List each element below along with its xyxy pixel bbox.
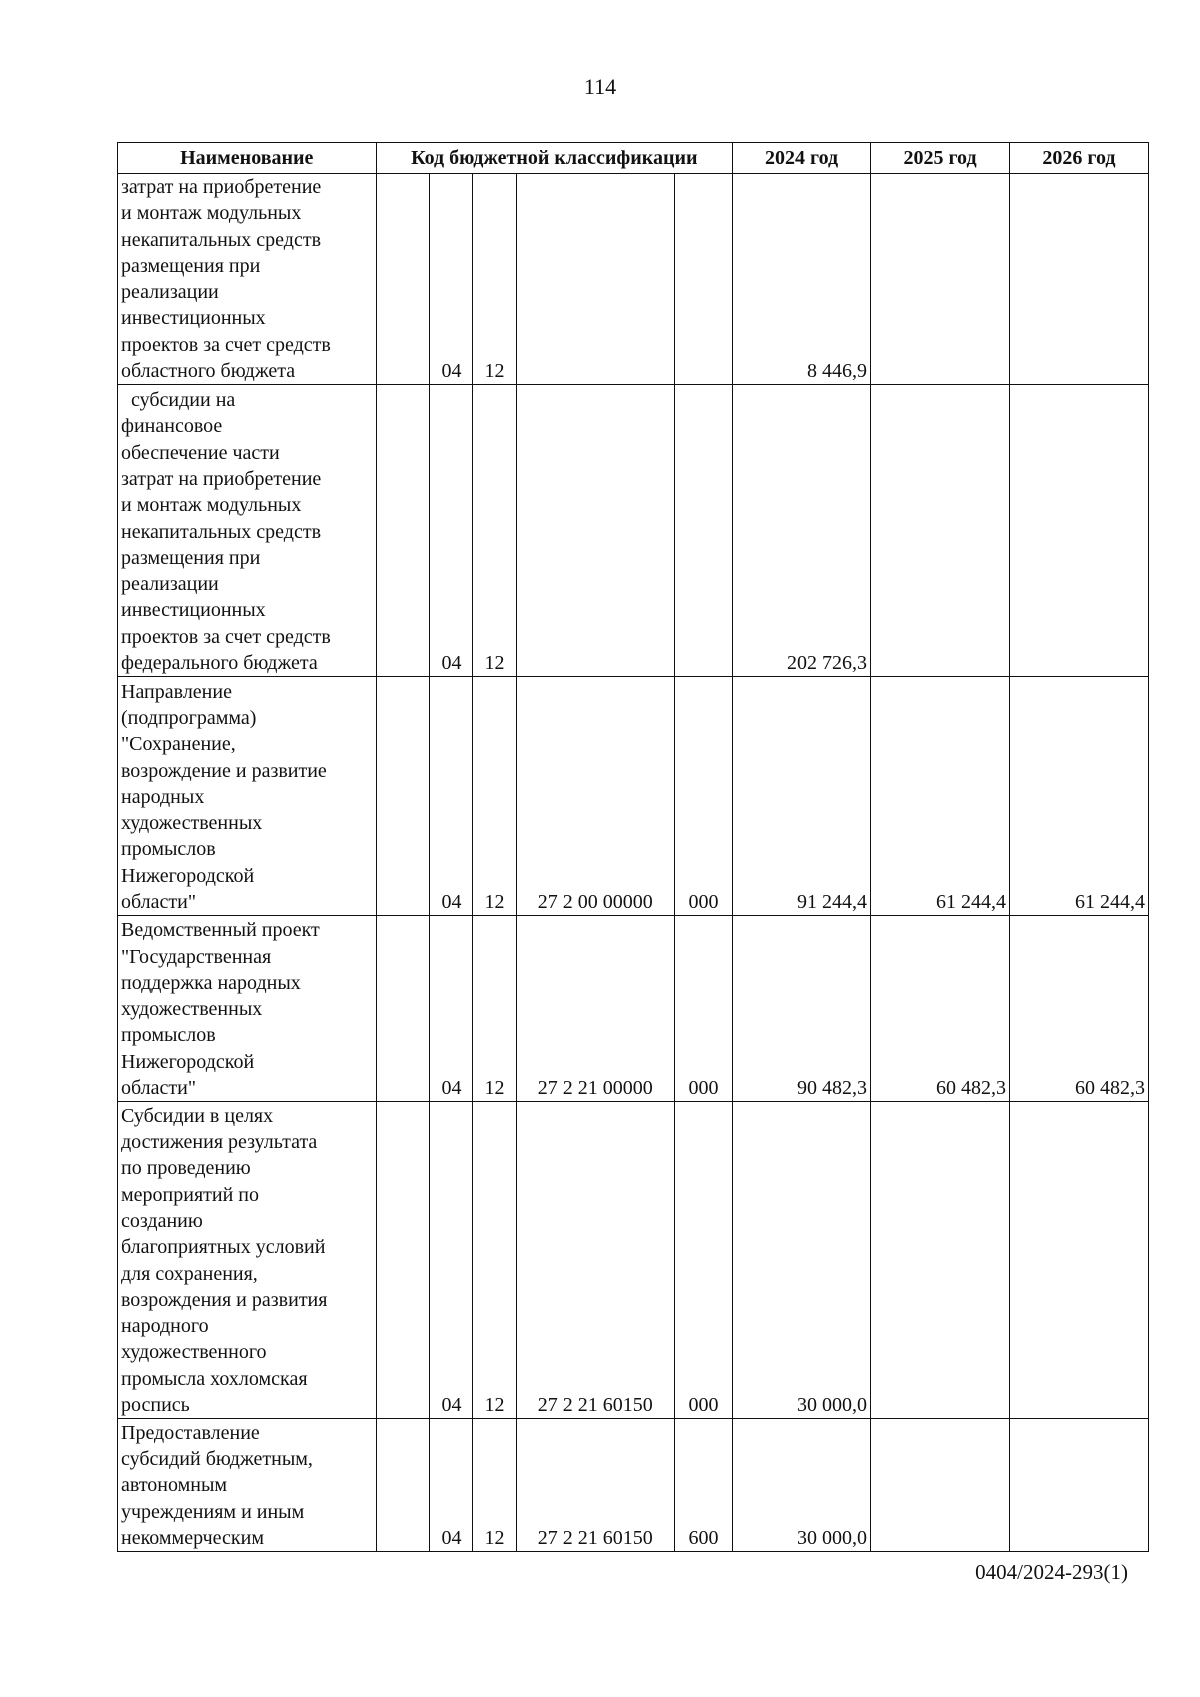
name-line: промысла хохломская [121, 1367, 308, 1390]
name-line: обеспечение части [121, 441, 280, 464]
cell-expense-type: 600 [674, 1419, 732, 1552]
cell-2026: 61 244,4 [1009, 677, 1148, 916]
cell-2026 [1009, 1102, 1148, 1419]
cell-2024: 90 482,3 [733, 916, 871, 1102]
table-row [118, 1419, 1149, 1552]
cell-subsection: 12 [473, 677, 516, 916]
name-line: "Государственная [121, 945, 272, 968]
name-line: Направление [121, 680, 232, 703]
cell-name [118, 385, 377, 677]
name-line: области" [121, 1077, 197, 1100]
document-code: 0404/2024-293(1) [975, 1560, 1128, 1584]
cell-2024: 202 726,3 [733, 385, 871, 677]
name-line: Нижегородской [121, 1050, 255, 1073]
cell-2025 [871, 1102, 1010, 1419]
cell-section: 04 [430, 916, 473, 1102]
name-line: размещения при [121, 254, 261, 277]
budget-table [117, 142, 1149, 1552]
cell-2025 [871, 1419, 1010, 1552]
name-line: (подпрограмма) [121, 707, 257, 729]
name-line: народного [121, 1315, 209, 1338]
header-name: Наименование [118, 143, 377, 174]
header-code: Код бюджетной классификации [376, 143, 733, 174]
name-line: некапитальных средств [121, 520, 322, 543]
cell-code-0 [376, 677, 430, 916]
cell-code-0 [376, 385, 430, 677]
cell-2026 [1009, 1419, 1148, 1552]
page-number: 114 [583, 74, 617, 99]
name-line: автономным [121, 1474, 228, 1497]
cell-expense-type [674, 385, 732, 677]
name-line: области" [121, 891, 197, 914]
cell-name [118, 1419, 377, 1552]
cell-code-0 [376, 1102, 430, 1419]
cell-code-0 [376, 916, 430, 1102]
table-row [118, 1102, 1149, 1419]
cell-subsection: 12 [473, 916, 516, 1102]
cell-2025 [871, 174, 1010, 385]
table-row [118, 916, 1149, 1102]
name-line: Ведомственный проект [121, 919, 320, 942]
table-row [118, 385, 1149, 677]
name-line: возрождения и развития [121, 1288, 328, 1311]
name-line: "Сохранение, [121, 733, 236, 756]
name-line: художественных [121, 812, 263, 835]
name-line: промыслов [121, 838, 216, 861]
name-line: промыслов [121, 1024, 216, 1047]
name-line: затрат на приобретение [121, 468, 322, 490]
cell-target-article: 27 2 21 60150 [516, 1102, 674, 1419]
cell-section: 04 [430, 1102, 473, 1419]
name-line: народных [121, 785, 205, 808]
name-line: роспись [121, 1394, 190, 1417]
table-row [118, 677, 1149, 916]
name-line: инвестиционных [121, 307, 266, 330]
name-line: и монтаж модульных [121, 202, 302, 225]
cell-2025: 60 482,3 [871, 916, 1010, 1102]
name-line: Субсидии в целях [121, 1104, 274, 1127]
name-line: для сохранения, [121, 1262, 258, 1285]
header-2025: 2025 год [871, 143, 1010, 174]
name-line: проектов за счет средств [121, 625, 331, 648]
cell-code-0 [376, 1419, 430, 1552]
name-line: и монтаж модульных [121, 494, 302, 517]
name-line: областного бюджета [121, 360, 296, 383]
cell-section: 04 [430, 1419, 473, 1552]
table-header-row [118, 143, 1149, 174]
cell-target-article: 27 2 21 00000 [516, 916, 674, 1102]
cell-name [118, 174, 377, 385]
cell-2026 [1009, 174, 1148, 385]
cell-target-article [516, 174, 674, 385]
cell-subsection: 12 [473, 1419, 516, 1552]
name-line: финансовое [121, 415, 223, 438]
name-line: субсидии на [121, 389, 236, 412]
cell-2024: 8 446,9 [733, 174, 871, 385]
cell-target-article: 27 2 00 00000 [516, 677, 674, 916]
name-line: Предоставление [121, 1421, 260, 1444]
cell-target-article [516, 385, 674, 677]
cell-name [118, 1102, 377, 1419]
header-2026: 2026 год [1009, 143, 1148, 174]
cell-expense-type: 000 [674, 1102, 732, 1419]
cell-expense-type [674, 174, 732, 385]
cell-target-article: 27 2 21 60150 [516, 1419, 674, 1552]
cell-section: 04 [430, 174, 473, 385]
name-line: некоммерческим [121, 1527, 264, 1550]
name-line: федерального бюджета [121, 652, 318, 675]
name-line: художественного [121, 1341, 267, 1364]
cell-name [118, 916, 377, 1102]
cell-2025: 61 244,4 [871, 677, 1010, 916]
cell-2024: 30 000,0 [733, 1419, 871, 1552]
name-line: размещения при [121, 546, 261, 569]
name-line: реализации [121, 281, 219, 304]
name-line: учреждениям и иным [121, 1500, 305, 1523]
header-2024: 2024 год [733, 143, 871, 174]
cell-2024: 30 000,0 [733, 1102, 871, 1419]
cell-code-0 [376, 174, 430, 385]
name-line: достижения результата [121, 1131, 318, 1154]
cell-2025 [871, 385, 1010, 677]
cell-2026: 60 482,3 [1009, 916, 1148, 1102]
cell-subsection: 12 [473, 1102, 516, 1419]
name-line: по проведению [121, 1157, 251, 1180]
name-line: поддержка народных [121, 971, 301, 994]
name-line: Нижегородской [121, 864, 255, 887]
cell-2024: 91 244,4 [733, 677, 871, 916]
cell-expense-type: 000 [674, 677, 732, 916]
cell-section: 04 [430, 677, 473, 916]
name-line: художественных [121, 998, 263, 1021]
name-line: субсидий бюджетным, [121, 1448, 313, 1471]
cell-expense-type: 000 [674, 916, 732, 1102]
name-line: благоприятных условий [121, 1236, 326, 1259]
name-line: возрождение и развитие [121, 759, 327, 782]
name-line: реализации [121, 573, 219, 596]
cell-2026 [1009, 385, 1148, 677]
name-line: созданию [121, 1210, 203, 1232]
cell-subsection: 12 [473, 385, 516, 677]
name-line: некапитальных средств [121, 228, 322, 251]
cell-name [118, 677, 377, 916]
name-line: инвестиционных [121, 599, 266, 622]
name-line: затрат на приобретение [121, 176, 322, 198]
name-line: проектов за счет средств [121, 333, 331, 356]
cell-section: 04 [430, 385, 473, 677]
table-row [118, 174, 1149, 385]
name-line: мероприятий по [121, 1183, 259, 1206]
cell-subsection: 12 [473, 174, 516, 385]
